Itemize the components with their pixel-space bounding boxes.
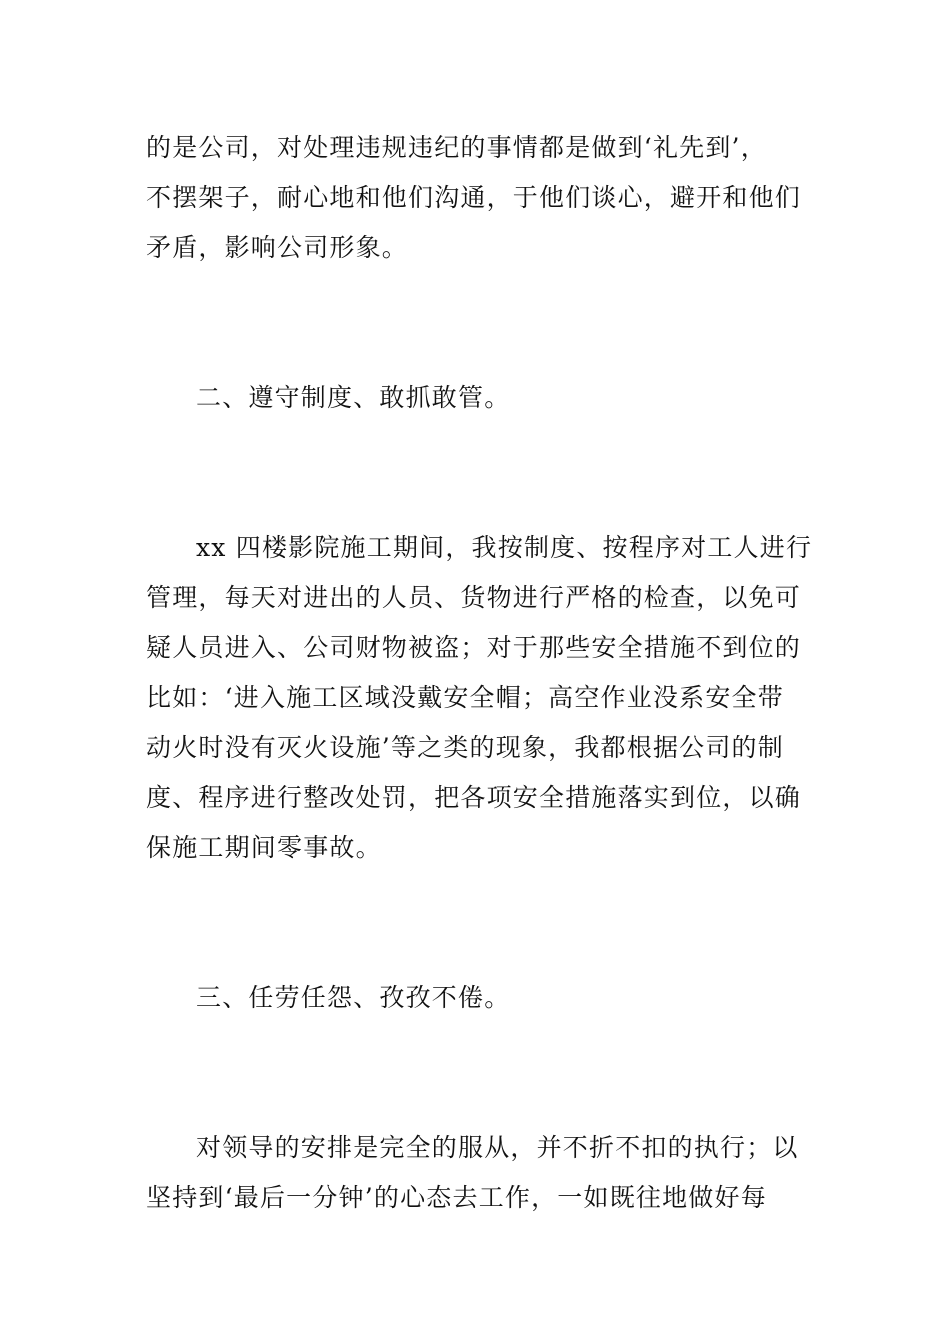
paragraph-2-line-7: 保施工期间零事故。: [146, 833, 382, 862]
paragraph-2-line-5: 动火时没有灭火设施’等之类的现象，我都根据公司的制: [146, 733, 784, 762]
paragraph-1-line-1: 的是公司，对处理违规违纪的事情都是做到‘礼先到’，: [146, 133, 767, 162]
section-heading-3: 三、任劳任怨、孜孜不倦。: [196, 983, 511, 1012]
paragraph-1-line-2: 不摆架子，耐心地和他们沟通，于他们谈心，避开和他们: [146, 183, 802, 212]
paragraph-3-line-2: 坚持到‘最后一分钟’的心态去工作，一如既往地做好每: [146, 1183, 767, 1212]
paragraph-1-line-3: 矛盾，影响公司形象。: [146, 233, 409, 262]
paragraph-2-line-2: 管理，每天对进出的人员、货物进行严格的检查，以免可: [146, 583, 802, 612]
paragraph-2-line-3: 疑人员进入、公司财物被盗；对于那些安全措施不到位的: [146, 633, 802, 662]
paragraph-3-line-1: 对领导的安排是完全的服从，并不折不扣的执行；以: [196, 1133, 799, 1162]
section-heading-2: 二、遵守制度、敢抓敢管。: [196, 383, 511, 412]
paragraph-2-line-6: 度、程序进行整改处罚，把各项安全措施落实到位，以确: [146, 783, 802, 812]
paragraph-2-line-4: 比如：‘进入施工区域没戴安全帽；高空作业没系安全带: [146, 683, 784, 712]
paragraph-2-line-1: xx 四楼影院施工期间，我按制度、按程序对工人进行: [196, 533, 813, 562]
